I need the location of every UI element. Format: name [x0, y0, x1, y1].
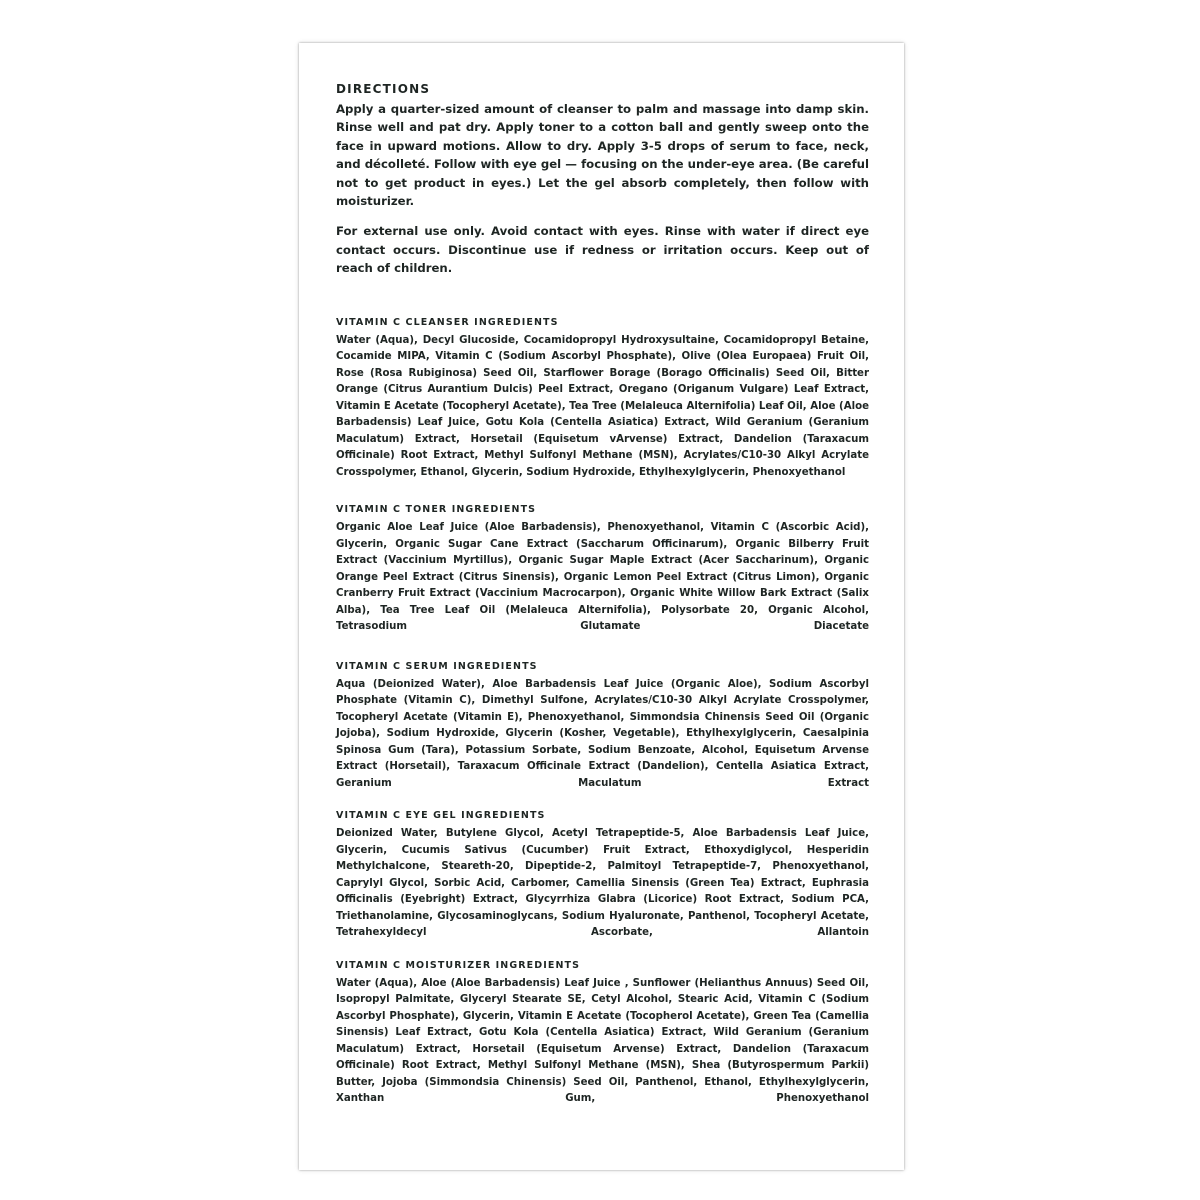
- directions-heading: DIRECTIONS: [336, 82, 431, 96]
- cleanser-ingredients-section: [336, 316, 869, 482]
- eye-gel-ingredients-heading: VITAMIN C EYE GEL INGREDIENTS: [336, 810, 546, 822]
- directions-paragraph: Apply a quarter-sized amount of cleanser to palm and massage into damp skin. Rinse well and pat dry. Apply toner to a cotton ball and gently sweep onto the face in upward motions. Allow to dry. Apply 3-5 drops of serum to face, neck, and décolleté. Follow with eye gel — focusing on the under-eye area. (Be careful not to get product in eyes.) Let the gel absorb completely, then follow with moisturizer.: [336, 102, 869, 209]
- moisturizer-ingredients-heading: VITAMIN C MOISTURIZER INGREDIENTS: [336, 959, 581, 971]
- serum-ingredients-list: Aqua (Deionized Water), Aloe Barbadensis Leaf Juice (Organic Aloe), Sodium Ascorbyl Phosphate (Vitamin C), Dimethyl Sulfone, Acrylates/C10-30 Alkyl Acrylate Crosspolymer, Tocopheryl Acetate (Vitamin E), Phenoxyethanol, Simmondsia Chinensis Seed Oil (Organic Jojoba), Sodium Hydroxide, Glycerin (Kosher, Vegetable), Ethylhexylglycerin, Caesalpinia Spinosa Gum (Tara), Potassium Sorbate, Sodium Benzoate, Alcohol, Equisetum Arvense Extract (Horsetail), Taraxacum Officinale Extract (Dandelion), Centella Asiatica Extract, Geranium Maculatum Extract: [336, 678, 869, 789]
- eye-gel-ingredients-section: [336, 809, 869, 942]
- insert-content: [336, 80, 869, 1108]
- product-insert-card: [299, 43, 904, 1170]
- directions-section: [336, 80, 869, 278]
- moisturizer-ingredients-list: Water (Aqua), Aloe (Aloe Barbadensis) Leaf Juice , Sunflower (Helianthus Annuus) Seed Oil, Isopropyl Palmitate, Glyceryl Stearate SE, Cetyl Alcohol, Stearic Acid, Vitamin C (Sodium Ascorbyl Phosphate), Glycerin, Vitamin E Acetate (Tocopherol Acetate), Green Tea (Camellia Sinensis) Leaf Extract, Gotu Kola (Centella Asiatica) Extract, Wild Geranium (Geranium Maculatum) Extract, Horsetail (Equisetum Arvense) Extract, Dandelion (Taraxacum Officinale) Root Extract, Methyl Sulfonyl Methane (MSN), Shea (Butyrospermum Parkii) Butter, Jojoba (Simmondsia Chinensis) Seed Oil, Panthenol, Ethanol, Ethylhexylglycerin, Xanthan Gum, Phenoxyethanol: [336, 977, 869, 1105]
- toner-ingredients-section: [336, 503, 869, 636]
- moisturizer-ingredients-section: [336, 959, 869, 1108]
- toner-ingredients-list: Organic Aloe Leaf Juice (Aloe Barbadensis), Phenoxyethanol, Vitamin C (Ascorbic Acid), Glycerin, Organic Sugar Cane Extract (Saccharum Officinarum), Organic Bilberry Fruit Extract (Vaccinium Myrtillus), Organic Sugar Maple Extract (Acer Saccharinum), Organic Orange Peel Extract (Citrus Sinensis), Organic Lemon Peel Extract (Citrus Limon), Organic Cranberry Fruit Extract (Vaccinium Macrocarpon), Organic White Willow Bark Extract (Salix Alba), Tea Tree Leaf Oil (Melaleuca Alternifolia), Polysorbate 20, Organic Alcohol, Tetrasodium Glutamate Diacetate: [336, 522, 869, 633]
- serum-ingredients-heading: VITAMIN C SERUM INGREDIENTS: [336, 660, 538, 672]
- serum-ingredients-section: [336, 660, 869, 793]
- eye-gel-ingredients-list: Deionized Water, Butylene Glycol, Acetyl Tetrapeptide-5, Aloe Barbadensis Leaf Juice, Glycerin, Cucumis Sativus (Cucumber) Fruit Extract, Ethoxydiglycol, Hesperidin Methylchalcone, Steareth-20, Dipeptide-2, Palmitoyl Tetrapeptide-7, Phenoxyethanol, Caprylyl Glycol, Sorbic Acid, Carbomer, Camellia Sinensis (Green Tea) Extract, Euphrasia Officinalis (Eyebright) Extract, Glycyrrhiza Glabra (Licorice) Root Extract, Sodium PCA, Triethanolamine, Glycosaminoglycans, Sodium Hyaluronate, Panthenol, Tocopheryl Acetate, Tetrahexyldecyl Ascorbate, Allantoin: [336, 828, 869, 939]
- toner-ingredients-heading: VITAMIN C TONER INGREDIENTS: [336, 504, 537, 516]
- warning-paragraph: For external use only. Avoid contact with eyes. Rinse with water if direct eye contact occurs. Discontinue use if redness or irritation occurs. Keep out of reach of children.: [336, 224, 869, 276]
- cleanser-ingredients-heading: VITAMIN C CLEANSER INGREDIENTS: [336, 316, 559, 328]
- cleanser-ingredients-list: Water (Aqua), Decyl Glucoside, Cocamidopropyl Hydroxysultaine, Cocamidopropyl Betaine, Cocamide MIPA, Vitamin C (Sodium Ascorbyl Phosphate), Olive (Olea Europaea) Fruit Oil, Rose (Rosa Rubiginosa) Seed Oil, Starflower Borage (Borago Officinalis) Seed Oil, Bitter Orange (Citrus Aurantium Dulcis) Peel Extract, Oregano (Origanum Vulgare) Leaf Extract, Vitamin E Acetate (Tocopheryl Acetate), Tea Tree (Melaleuca Alternifolia) Leaf Oil, Aloe (Aloe Barbadensis) Leaf Juice, Gotu Kola (Centella Asiatica) Extract, Wild Geranium (Geranium Maculatum) Extract, Horsetail (Equisetum vArvense) Extract, Dandelion (Taraxacum Officinale) Root Extract, Methyl Sulfonyl Methane (MSN), Acrylates/C10-30 Alkyl Acrylate Crosspolymer, Ethanol, Glycerin, Sodium Hydroxide, Ethylhexylglycerin, Phenoxyethanol: [336, 334, 869, 478]
